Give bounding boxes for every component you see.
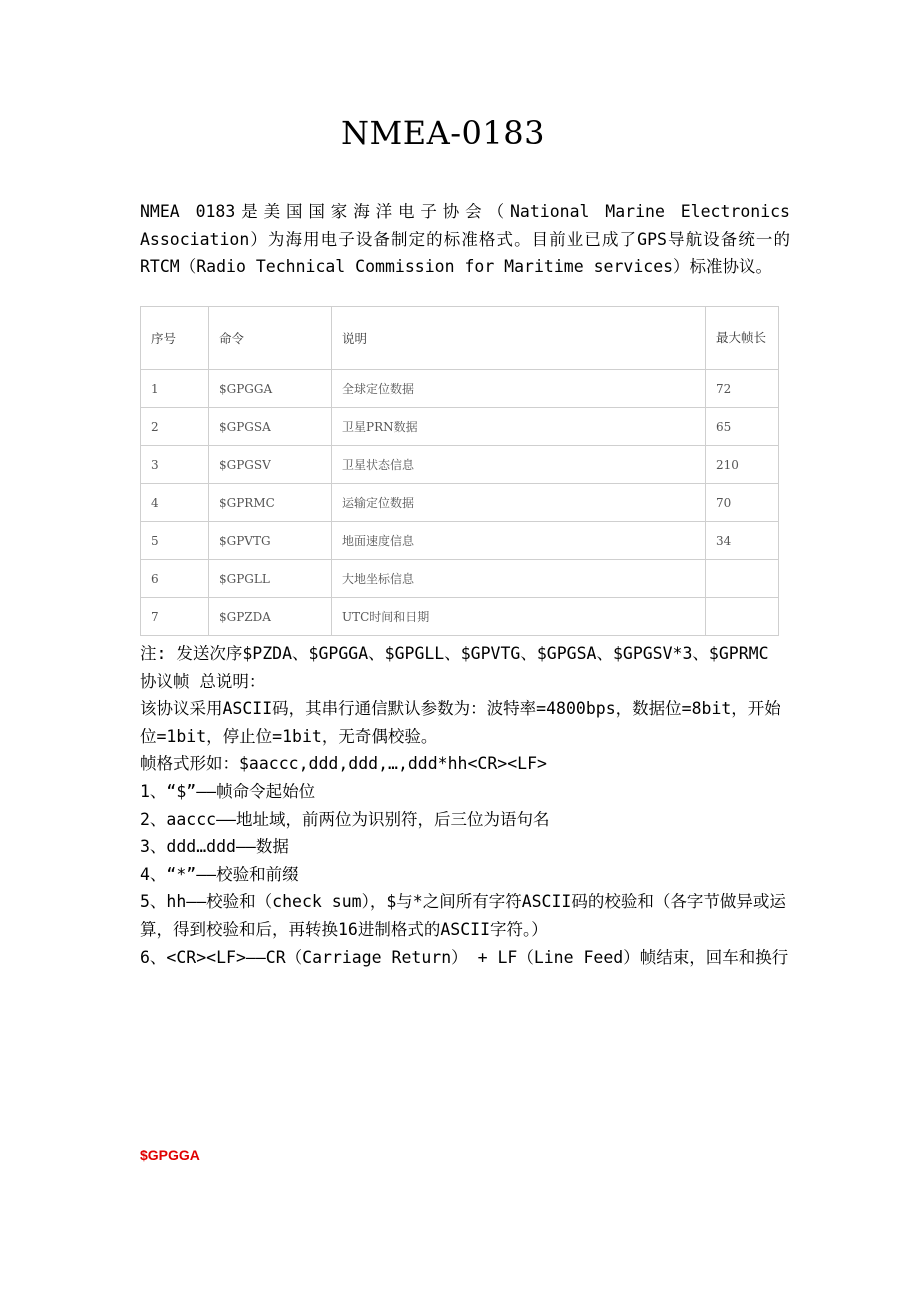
intro-paragraph: NMEA 0183是美国国家海洋电子协会（National Marine Electronics Association）为海用电子设备制定的标准格式。目前业已成了GPS导航设备统一的RTCM（Radio Technical Commission for Maritime services）标准协议。 (140, 202, 790, 276)
table-row (141, 560, 779, 598)
table-row (141, 484, 779, 522)
cell-command: $GPGSA (209, 408, 332, 446)
cell-command: $GPGGA (209, 370, 332, 408)
cell-description: UTC时间和日期 (332, 598, 706, 636)
cell-index: 5 (141, 522, 209, 560)
table-row (141, 446, 779, 484)
note-line: 2、aaccc——地址域，前两位为识别符，后三位为语句名 (140, 809, 550, 829)
cell-max-length: 70 (706, 484, 779, 522)
table-row (141, 598, 779, 636)
cell-max-length: 34 (706, 522, 779, 560)
notes-section (140, 640, 790, 971)
cell-max-length (706, 560, 779, 598)
cell-description: 大地坐标信息 (332, 560, 706, 598)
cell-command: $GPZDA (209, 598, 332, 636)
cell-max-length (706, 598, 779, 636)
note-line: 帧格式形如：$aaccc,ddd,ddd,…,ddd*hh<CR><LF> (140, 754, 547, 774)
cell-index: 2 (141, 408, 209, 446)
note-line: 5、hh——校验和（check sum），$与*之间所有字符ASCII码的校验和（各字节做异或运算，得到校验和后，再转换16进制格式的ASCII字符。） (140, 892, 786, 939)
cell-description: 卫星状态信息 (332, 446, 706, 484)
command-table (140, 306, 779, 636)
cell-index: 6 (141, 560, 209, 598)
cell-index: 7 (141, 598, 209, 636)
note-line: 3、ddd…ddd——数据 (140, 837, 289, 857)
note-line: 1、“$”——帧命令起始位 (140, 781, 316, 801)
cell-description: 运输定位数据 (332, 484, 706, 522)
note-line: 注: 发送次序$PZDA、$GPGGA、$GPGLL、$GPVTG、$GPGSA、$GPGSV*3、$GPRMC (140, 644, 769, 663)
cell-command: $GPRMC (209, 484, 332, 522)
cell-command: $GPGLL (209, 560, 332, 598)
header-index: 序号 (141, 307, 209, 370)
cell-description: 全球定位数据 (332, 370, 706, 408)
cell-description: 地面速度信息 (332, 522, 706, 560)
table-header-row (141, 307, 779, 370)
cell-max-length: 65 (706, 408, 779, 446)
table-row (141, 408, 779, 446)
note-line: 该协议采用ASCII码，其串行通信默认参数为：波特率=4800bps，数据位=8bit，开始位=1bit，停止位=1bit，无奇偶校验。 (140, 699, 781, 746)
cell-max-length: 210 (706, 446, 779, 484)
header-command: 命令 (209, 307, 332, 370)
note-line: 4、“*”——校验和前缀 (140, 864, 299, 884)
header-description: 说明 (332, 307, 706, 370)
note-line: 6、<CR><LF>——CR（Carriage Return） + LF（Line Feed）帧结束，回车和换行 (140, 947, 789, 967)
header-max-frame-length: 最大帧长 (706, 307, 779, 370)
cell-description: 卫星PRN数据 (332, 408, 706, 446)
table-row (141, 370, 779, 408)
section-heading-gpgga: $GPGGA (140, 1147, 200, 1163)
cell-command: $GPGSV (209, 446, 332, 484)
cell-command: $GPVTG (209, 522, 332, 560)
cell-index: 4 (141, 484, 209, 522)
table-row (141, 522, 779, 560)
cell-max-length: 72 (706, 370, 779, 408)
note-line: 协议帧 总说明： (140, 671, 266, 691)
cell-index: 1 (141, 370, 209, 408)
cell-index: 3 (141, 446, 209, 484)
page-title: NMEA-0183 (341, 114, 545, 152)
